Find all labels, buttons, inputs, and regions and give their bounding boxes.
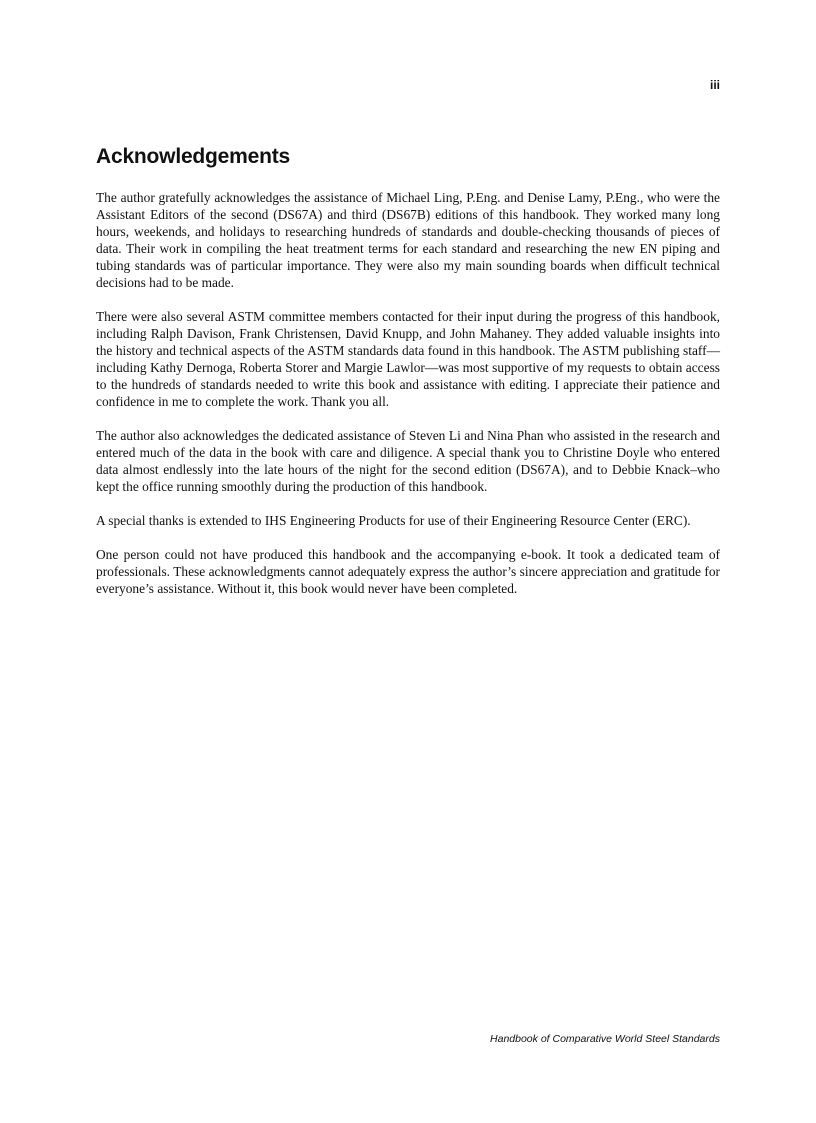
running-footer: Handbook of Comparative World Steel Standards	[490, 1033, 720, 1045]
paragraph-closing: One person could not have produced this handbook and the accompanying e-book. It took a dedicated team of professionals. These acknowledgments cannot adequately express the author’s sincere appreciation and gratitude for everyone’s assistance. Without it, this book would never have been completed.	[96, 547, 720, 596]
paragraph-astm-committee: There were also several ASTM committee members contacted for their input during the progress of this handbook, including Ralph Davison, Frank Christensen, David Knupp, and John Mahaney. They added valuable insights into the history and technical aspects of the ASTM standards data found in this handbook. The ASTM publishing staff—including Kathy Dernoga, Roberta Storer and Margie Lawlor—was most supportive of my requests to obtain access to the hundreds of standards needed to write this book and assistance with editing. I appreciate their patience and confidence in me to complete the work. Thank you all.	[96, 309, 720, 409]
paragraph-assistant-editors: The author gratefully acknowledges the assistance of Michael Ling, P.Eng. and Denise Lamy, P.Eng., who were the Assistant Editors of the second (DS67A) and third (DS67B) editions of this handbook. They worked many long hours, weekends, and holidays to researching hundreds of standards and double-checking thousands of pieces of data. Their work in compiling the heat treatment terms for each standard and researching the new EN piping and tubing standards was of particular importance. They were also my main sounding boards when difficult technical decisions had to be made.	[96, 190, 720, 290]
paragraph-data-entry-staff: The author also acknowledges the dedicated assistance of Steven Li and Nina Phan who assisted in the research and entered much of the data in the book with care and diligence. A special thank you to Christine Doyle who entered data almost endlessly into the late hours of the night for the second edition (DS67A), and to Debbie Knack–who kept the office running smoothly during the production of this handbook.	[96, 428, 720, 494]
page-number: iii	[709, 78, 720, 92]
paragraph-ihs-thanks: A special thanks is extended to IHS Engineering Products for use of their Engineering Resource Center (ERC).	[96, 513, 691, 528]
page-title: Acknowledgements	[96, 145, 291, 168]
acknowledgements-body	[96, 189, 720, 614]
